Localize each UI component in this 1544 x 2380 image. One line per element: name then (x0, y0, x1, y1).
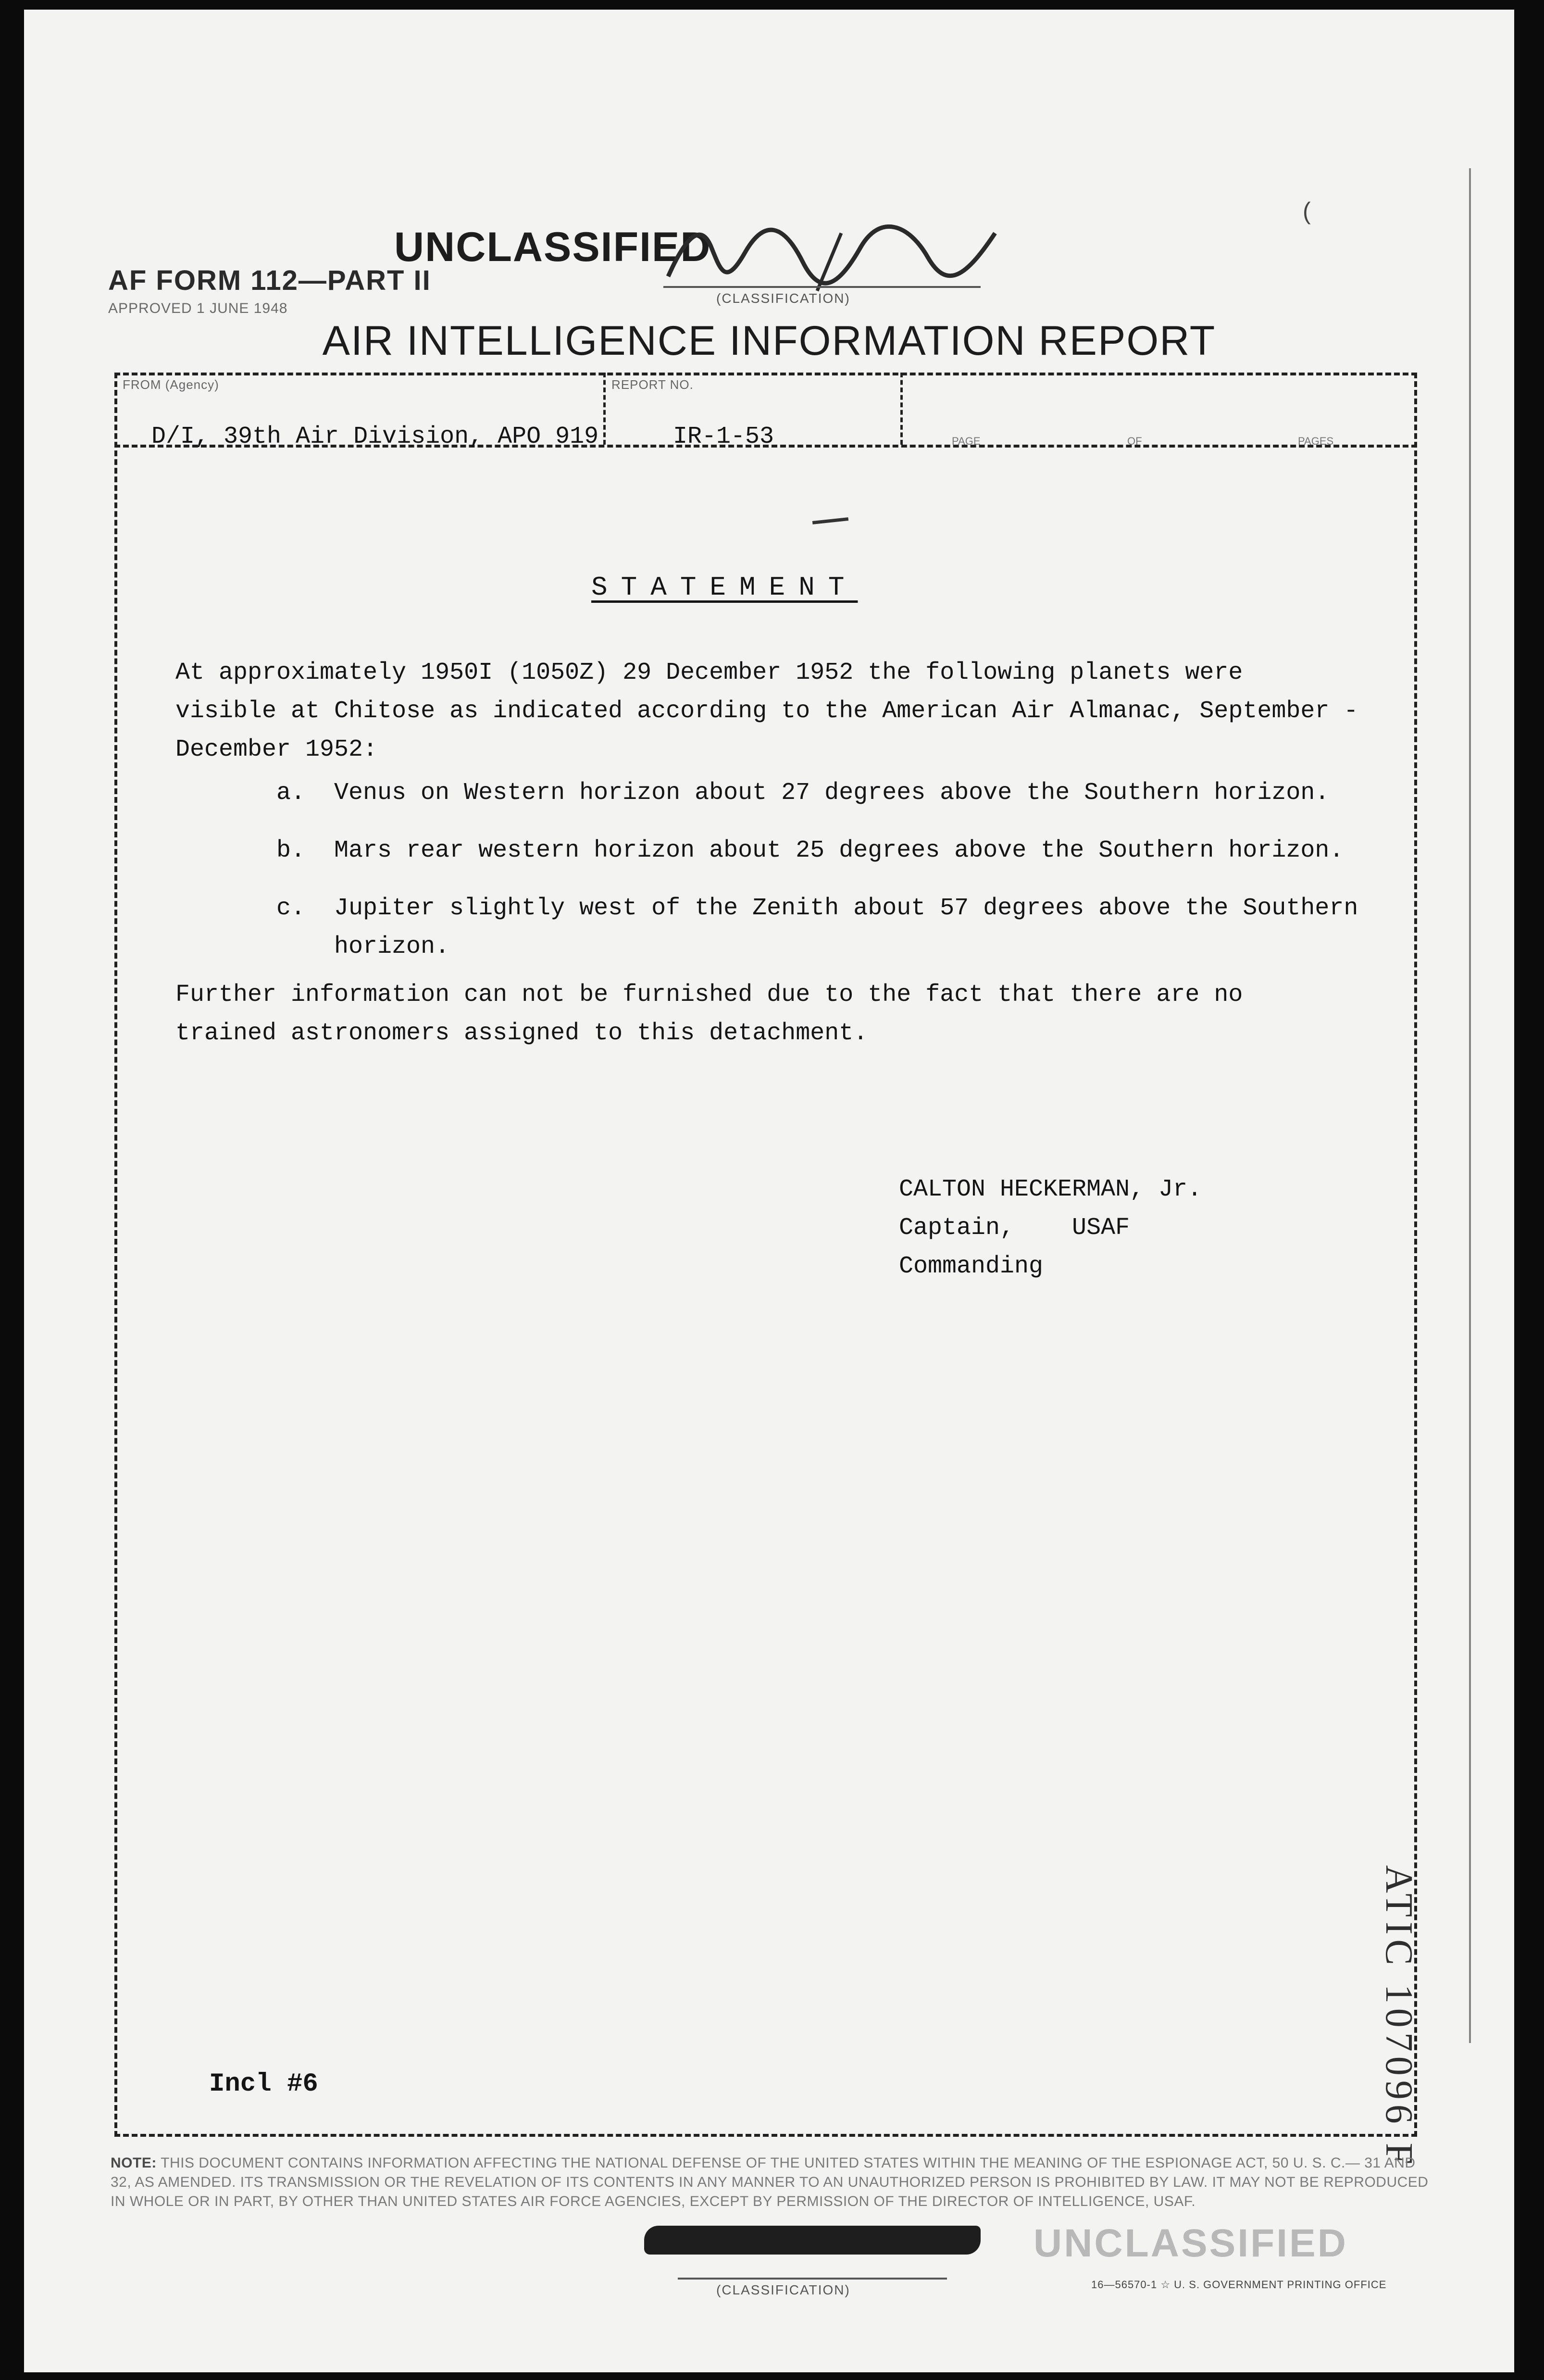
of-label: OF (1127, 435, 1142, 447)
side-file-stamp: ATIC 107096 F (1378, 1865, 1420, 2169)
security-notice-label: NOTE: (111, 2155, 157, 2171)
classification-redaction-bar (644, 2226, 981, 2255)
classification-caption-bottom: (CLASSIFICATION) (716, 2282, 850, 2297)
header-column-divider (603, 373, 606, 445)
classification-line-top (663, 286, 981, 288)
security-notice-text: THIS DOCUMENT CONTAINS INFORMATION AFFECTING THE NATIONAL DEFENSE OF THE UNITED STATES WITHIN THE MEANING OF THE ESPIONAGE ACT, 50 U. S. C.— 31 AND 32, AS AMENDED. ITS TRANSMISSION OR THE REVELATION OF ITS CONTENTS IN ANY MANNER TO AN UNAUTHORIZED PERSON IS PROHIBITED BY LAW. IT MAY NOT BE REPRODUCED IN WHOLE OR IN PART, BY OTHER THAN UNITED STATES AIR FORCE AGENCIES, EXCEPT BY PERMISSION OF THE DIRECTOR OF INTELLIGENCE, USAF. (111, 2155, 1429, 2209)
planet-item-mars: b. Mars rear western horizon about 25 degrees above the Southern horizon. (276, 837, 1344, 864)
from-value: D/I, 39th Air Division, APO 919 (151, 423, 599, 450)
planet-item-jupiter: c. Jupiter slightly west of the Zenith about 57 degrees above the Southern horizon. (276, 895, 1358, 960)
statement-paragraph: At approximately 1950I (1050Z) 29 December 1952 the following planets were visible at Chitose as indicated according to the American Air Almanac, September - December 1952: (175, 659, 1358, 763)
classification-caption-top: (CLASSIFICATION) (716, 291, 850, 306)
pages-label: PAGES (1298, 435, 1334, 447)
inclosure-label: Incl #6 (209, 2069, 318, 2099)
form-frame (114, 373, 1417, 2137)
printing-office-line: 16—56570-1 ☆ U. S. GOVERNMENT PRINTING OFFICE (1091, 2279, 1387, 2291)
planet-item-venus: a. Venus on Western horizon about 27 degrees above the Southern horizon. (276, 779, 1330, 807)
form-approved-date: APPROVED 1 JUNE 1948 (108, 300, 288, 316)
from-label: FROM (Agency) (123, 377, 219, 392)
corner-mark: ( (1303, 198, 1311, 224)
classification-line-bottom (678, 2278, 947, 2280)
report-title: AIR INTELLIGENCE INFORMATION REPORT (322, 318, 1216, 364)
report-number-label: REPORT NO. (611, 377, 694, 392)
form-identifier: AF FORM 112—PART II (108, 265, 431, 296)
classification-stamp-top: UNCLASSIFIED (394, 224, 711, 270)
statement-heading: STATEMENT (591, 572, 858, 603)
header-column-divider (900, 373, 903, 445)
faint-classification-stamp: UNCLASSIFIED (1033, 2221, 1348, 2265)
statement-closing-paragraph: Further information can not be furnished due to the fact that there are no trained astronomers assigned to this detachment. (175, 981, 1243, 1047)
report-number-value: IR-1-53 (673, 423, 774, 450)
page-edge-line (1469, 168, 1471, 2043)
page-label: PAGE (952, 435, 981, 447)
security-notice (111, 2154, 1437, 2211)
signature-block: CALTON HECKERMAN, Jr. Captain, USAF Commanding (899, 1176, 1202, 1280)
document-page (24, 10, 1514, 2372)
